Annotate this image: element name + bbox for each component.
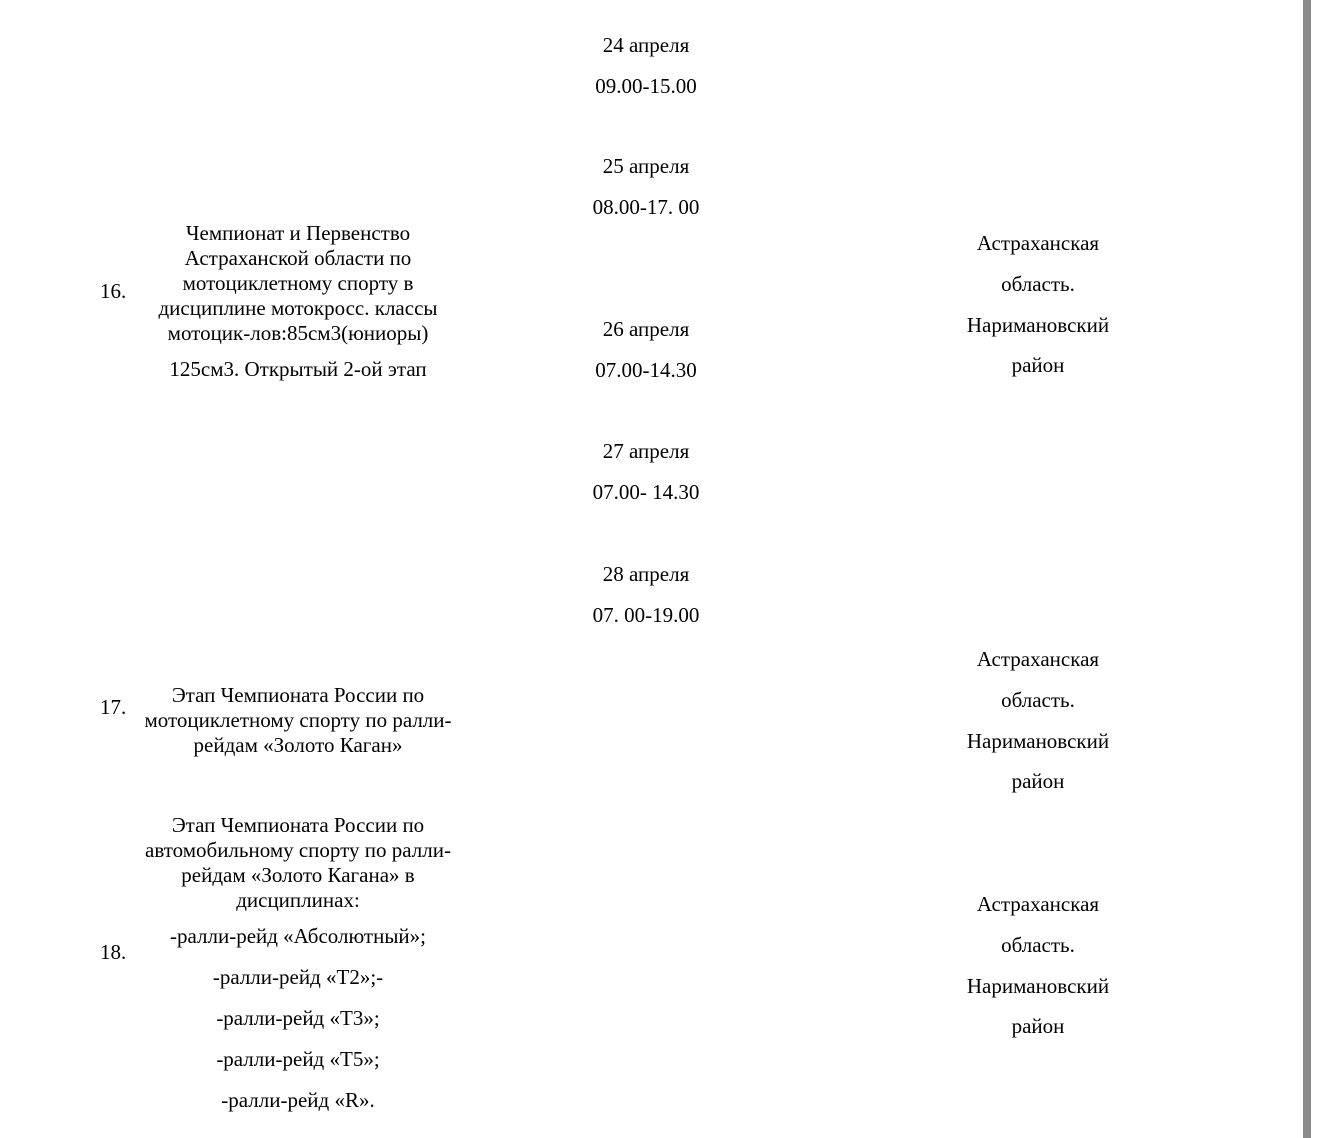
event-time: 08.00-17. 00 bbox=[592, 194, 700, 219]
event-title-tail: 125см3. Открытый 2-ой этап bbox=[169, 357, 427, 381]
location-line: Наримановский bbox=[966, 973, 1110, 998]
event-location bbox=[938, 223, 1138, 386]
discipline-item: -ралли-рейд «R». bbox=[221, 1088, 375, 1112]
event-title-line: дисциплине мотокросс. классы bbox=[158, 296, 438, 320]
location-line: Наримановский bbox=[966, 728, 1110, 753]
location-line: область. bbox=[1001, 932, 1075, 957]
event-number: 17. bbox=[100, 695, 127, 719]
discipline-item: -ралли-рейд «Т5»; bbox=[216, 1047, 380, 1071]
vertical-scrollbar[interactable] bbox=[1303, 0, 1311, 1138]
event-date: 28 апреля bbox=[602, 562, 690, 586]
event-title-line: мотоциклетному спорту по ралли- bbox=[144, 708, 452, 732]
event-time: 07. 00-19.00 bbox=[592, 602, 700, 627]
event-time: 07.00-14.30 bbox=[595, 357, 697, 382]
location-line: область. bbox=[1001, 271, 1075, 296]
location-line: Астраханская bbox=[976, 231, 1100, 255]
event-title-line: Этап Чемпионата России по bbox=[171, 813, 425, 837]
event-number: 16. bbox=[100, 279, 127, 303]
event-date-entry bbox=[546, 309, 746, 391]
event-title-line: мотоциклетному спорту в bbox=[182, 271, 414, 295]
event-date: 26 апреля bbox=[602, 317, 690, 341]
event-time: 09.00-15.00 bbox=[595, 73, 697, 98]
event-location bbox=[938, 639, 1138, 802]
location-line: район bbox=[1011, 1014, 1065, 1039]
event-title-line: Астраханской области по bbox=[184, 246, 412, 270]
event-date-entry bbox=[546, 431, 746, 513]
event-time: 07.00- 14.30 bbox=[592, 479, 700, 504]
event-title bbox=[128, 813, 468, 1121]
event-title-line: дисциплинах: bbox=[236, 888, 360, 912]
event-date: 27 апреля bbox=[602, 439, 690, 463]
event-date: 25 апреля bbox=[602, 154, 690, 178]
location-line: область. bbox=[1001, 687, 1075, 712]
event-title bbox=[128, 683, 468, 758]
location-line: район bbox=[1011, 769, 1065, 794]
location-line: Астраханская bbox=[976, 647, 1100, 671]
discipline-item: -ралли-рейд «Т2»;- bbox=[212, 965, 384, 989]
event-date-entry bbox=[546, 25, 746, 107]
location-line: район bbox=[1011, 353, 1065, 378]
event-title-line: рейдам «Золото Каган» bbox=[193, 733, 403, 757]
event-title-line: рейдам «Золото Кагана» в bbox=[181, 863, 415, 887]
event-title-line: Чемпионат и Первенство bbox=[185, 221, 411, 245]
event-title-line: Этап Чемпионата России по bbox=[171, 683, 425, 707]
event-date-entry bbox=[546, 146, 746, 228]
event-title bbox=[128, 221, 468, 390]
location-line: Наримановский bbox=[966, 312, 1110, 337]
event-number: 18. bbox=[100, 940, 127, 964]
event-location bbox=[938, 884, 1138, 1047]
location-line: Астраханская bbox=[976, 892, 1100, 916]
event-title-line: мотоцик-лов:85см3(юниоры) bbox=[167, 321, 429, 345]
discipline-item: -ралли-рейд «Абсолютный»; bbox=[170, 924, 426, 948]
event-date: 24 апреля bbox=[602, 33, 690, 57]
scrollbar-gutter bbox=[1311, 0, 1320, 1138]
event-date-entry bbox=[546, 554, 746, 636]
discipline-item: -ралли-рейд «Т3»; bbox=[216, 1006, 380, 1030]
event-title-line: автомобильному спорту по ралли- bbox=[145, 838, 451, 862]
